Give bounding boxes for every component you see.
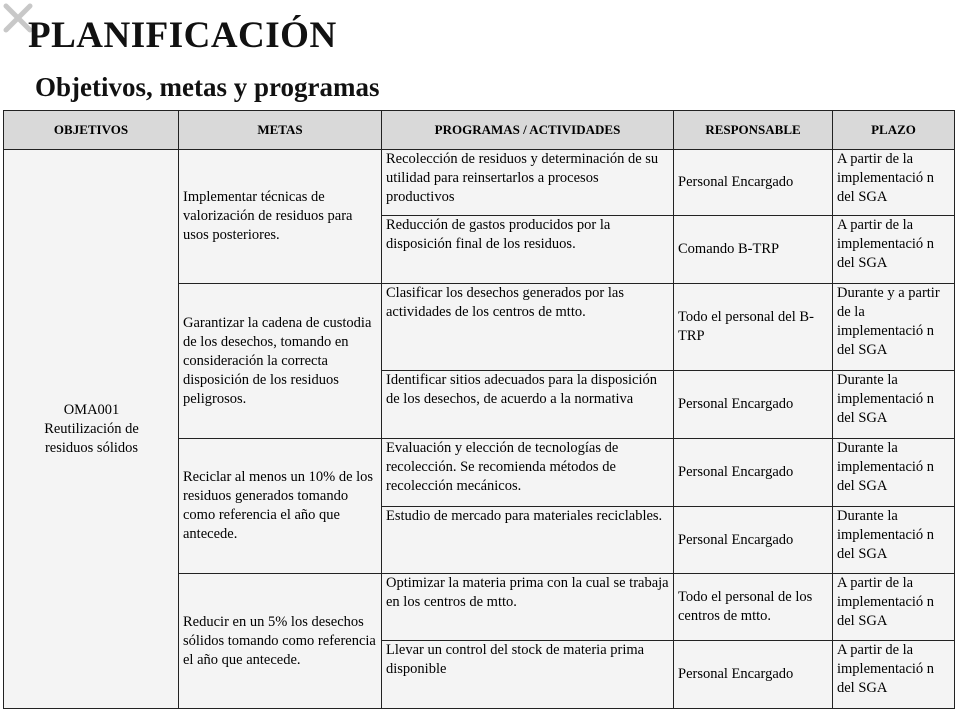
meta-cell: Reducir en un 5% los desechos sólidos tomando como referencia el año que antecede. <box>179 574 382 709</box>
plazo-cell: Durante y a partir de la implementació n del SGA <box>833 284 955 371</box>
objective-line-2: residuos sólidos <box>44 439 139 456</box>
programa-cell: Estudio de mercado para materiales reciclables. <box>382 507 674 574</box>
programa-cell: Identificar sitios adecuados para la disposición de los desechos, de acuerdo a la normativa <box>382 371 674 439</box>
programa-cell: Optimizar la materia prima con la cual se trabaja en los centros de mtto. <box>382 574 674 641</box>
plazo-cell: Durante la implementació n del SGA <box>833 439 955 507</box>
meta-cell: Reciclar al menos un 10% de los residuos generados tomando como referencia el año que antecede. <box>179 439 382 574</box>
responsable-cell: Todo el personal del B-TRP <box>674 284 833 371</box>
meta-cell: Garantizar la cadena de custodia de los desechos, tomando en consideración la correcta disposición de los residuos peligrosos. <box>179 284 382 439</box>
header-plazo: PLAZO <box>833 111 955 150</box>
programa-cell: Evaluación y elección de tecnologías de recolección. Se recomienda métodos de recolección mecánicos. <box>382 439 674 507</box>
table-row <box>4 150 955 216</box>
programa-cell: Clasificar los desechos generados por las actividades de los centros de mtto. <box>382 284 674 371</box>
header-objetivos: OBJETIVOS <box>4 111 179 150</box>
header-programas: PROGRAMAS / ACTIVIDADES <box>382 111 674 150</box>
plazo-cell: A partir de la implementació n del SGA <box>833 216 955 284</box>
objective-line-1: Reutilización de <box>44 420 139 437</box>
objective-cell <box>4 150 179 709</box>
plazo-cell: Durante la implementació n del SGA <box>833 371 955 439</box>
responsable-cell: Personal Encargado <box>674 507 833 574</box>
planning-table <box>3 110 955 709</box>
responsable-cell: Personal Encargado <box>674 641 833 709</box>
programa-cell: Reducción de gastos producidos por la disposición final de los residuos. <box>382 216 674 284</box>
plazo-cell: Durante la implementació n del SGA <box>833 507 955 574</box>
page-subtitle: Objetivos, metas y programas <box>35 72 380 102</box>
responsable-cell: Todo el personal de los centros de mtto. <box>674 574 833 641</box>
header-responsable: RESPONSABLE <box>674 111 833 150</box>
responsable-cell: Comando B-TRP <box>674 216 833 284</box>
plazo-cell: A partir de la implementació n del SGA <box>833 150 955 216</box>
table-header-row <box>4 111 955 150</box>
responsable-cell: Personal Encargado <box>674 439 833 507</box>
header-metas: METAS <box>179 111 382 150</box>
plazo-cell: A partir de la implementació n del SGA <box>833 574 955 641</box>
responsable-cell: Personal Encargado <box>674 371 833 439</box>
objective-code: OMA001 <box>63 401 120 418</box>
plazo-cell: A partir de la implementació n del SGA <box>833 641 955 709</box>
page-title: PLANIFICACIÓN <box>28 15 337 56</box>
responsable-cell: Personal Encargado <box>674 150 833 216</box>
programa-cell: Recolección de residuos y determinación de su utilidad para reinsertarlos a procesos productivos <box>382 150 674 216</box>
programa-cell: Llevar un control del stock de materia prima disponible <box>382 641 674 709</box>
meta-cell: Implementar técnicas de valorización de residuos para usos posteriores. <box>179 150 382 284</box>
